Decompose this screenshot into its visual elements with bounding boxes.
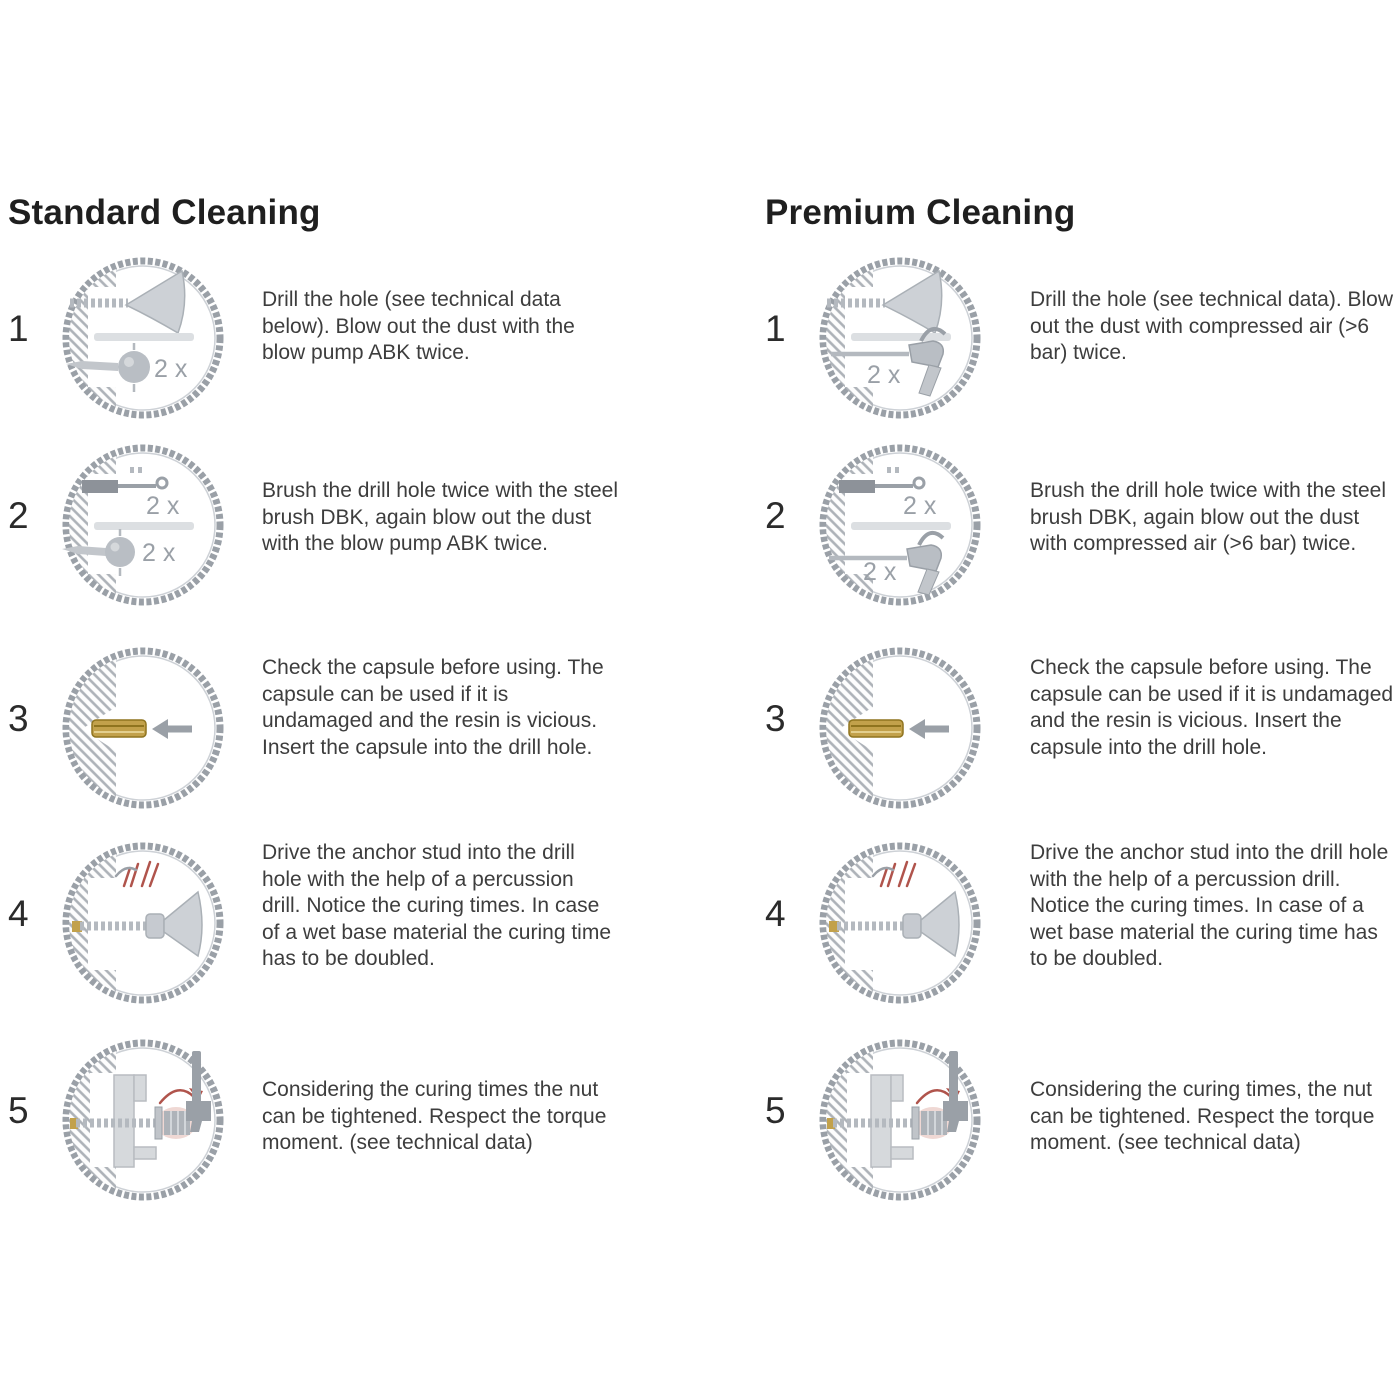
step-description: Check the capsule before using. The capsule can be used if it is undamaged and the resin is vicious. Insert the capsule into the drill hole.	[1030, 656, 1394, 759]
times-2-label: 2 x	[863, 558, 897, 586]
dust-dot	[895, 467, 899, 473]
resin-capsule-icon	[92, 720, 146, 737]
dust-dot	[138, 467, 142, 473]
step-number: 4	[765, 893, 786, 934]
step-illustration	[815, 643, 985, 813]
step-description: Drill the hole (see technical data). Blow out the dust with compressed air (>6 bar) twice.	[1030, 288, 1394, 364]
step-description: Brush the drill hole twice with the steel brush DBK, again blow out the dust with compressed air (>6 bar) twice.	[1030, 479, 1387, 555]
times-2-label: 2 x	[154, 355, 188, 383]
washer	[155, 1107, 162, 1139]
anchor-stud-drive-icon	[815, 838, 985, 1008]
times-2-label: 2 x	[142, 539, 176, 567]
step-illustration	[58, 440, 228, 610]
step-illustration	[58, 838, 228, 1008]
step-row-premium-2	[765, 440, 1400, 610]
step-description: Brush the drill hole twice with the steel brush DBK, again blow out the dust with the blow pump ABK twice.	[262, 479, 619, 555]
times-2-label: 2 x	[903, 492, 937, 520]
premium-cleaning-column	[700, 192, 1400, 1205]
anchor-stud-drive-icon	[58, 838, 228, 1008]
step-description: Check the capsule before using. The capsule can be used if it is undamaged and the resin is vicious. Insert the capsule into the drill hole.	[262, 656, 604, 759]
cleaned-hole-bar	[851, 333, 951, 341]
dust-dot	[887, 467, 891, 473]
nut-tighten-icon	[58, 1035, 228, 1205]
standard-cleaning-column	[0, 192, 700, 1205]
step-number: 3	[8, 698, 29, 739]
times-2-label: 2 x	[867, 361, 901, 389]
step-row-premium-1	[765, 253, 1400, 423]
step-illustration	[815, 440, 985, 610]
step-illustration	[58, 1035, 228, 1205]
washer	[912, 1107, 919, 1139]
cleaning-columns	[0, 192, 1400, 1205]
step-number: 5	[8, 1090, 29, 1131]
step-row-premium-5	[765, 1035, 1400, 1205]
step-illustration	[815, 253, 985, 423]
standard-cleaning-title: Standard Cleaning	[8, 193, 321, 232]
step-illustration	[58, 253, 228, 423]
step-number: 1	[8, 308, 29, 349]
step-description: Drive the anchor stud into the drill hole with the help of a percussion drill. Notice the curing times. In case of a wet base material the curing time has to be doubled.	[262, 841, 612, 970]
nut-tighten-icon	[815, 1035, 985, 1205]
step-number: 2	[765, 495, 786, 536]
step-number: 5	[765, 1090, 786, 1131]
resin-capsule-icon	[849, 720, 903, 737]
times-2-label: 2 x	[146, 492, 180, 520]
step-row-standard-4	[8, 838, 700, 1008]
step-row-standard-3	[8, 643, 700, 813]
cleaned-hole-bar	[851, 522, 951, 530]
cleaned-hole-bar	[94, 333, 194, 341]
brush-airgun-icon	[815, 440, 985, 610]
step-number: 4	[8, 893, 29, 934]
step-illustration	[815, 1035, 985, 1205]
step-description: Drill the hole (see technical data below). Blow out the dust with the blow pump ABK twice.	[262, 288, 575, 364]
step-row-standard-1	[8, 253, 700, 423]
brush-blowpump-icon	[58, 440, 228, 610]
capsule-insert-icon	[815, 643, 985, 813]
cleaned-hole-bar	[94, 522, 194, 530]
step-number: 1	[765, 308, 786, 349]
premium-cleaning-title: Premium Cleaning	[765, 193, 1076, 232]
drill-airgun-icon	[815, 253, 985, 423]
step-row-standard-2	[8, 440, 700, 610]
step-illustration	[58, 643, 228, 813]
step-illustration	[815, 838, 985, 1008]
step-number: 3	[765, 698, 786, 739]
anchor-stud-icon	[829, 921, 905, 932]
step-number: 2	[8, 495, 29, 536]
dust-dot	[130, 467, 134, 473]
capsule-insert-icon	[58, 643, 228, 813]
step-row-standard-5	[8, 1035, 700, 1205]
step-description: Drive the anchor stud into the drill hole with the help of a percussion drill. Notice the curing times. In case of a wet base material the curing time has to be doubled.	[1030, 841, 1389, 970]
step-row-premium-4	[765, 838, 1400, 1008]
anchor-stud-icon	[72, 921, 148, 932]
step-description: Considering the curing times, the nut can be tightened. Respect the torque moment. (see technical data)	[1030, 1078, 1375, 1154]
step-row-premium-3	[765, 643, 1400, 813]
step-description: Considering the curing times the nut can be tightened. Respect the torque moment. (see technical data)	[262, 1078, 607, 1154]
drill-blowpump-icon	[58, 253, 228, 423]
